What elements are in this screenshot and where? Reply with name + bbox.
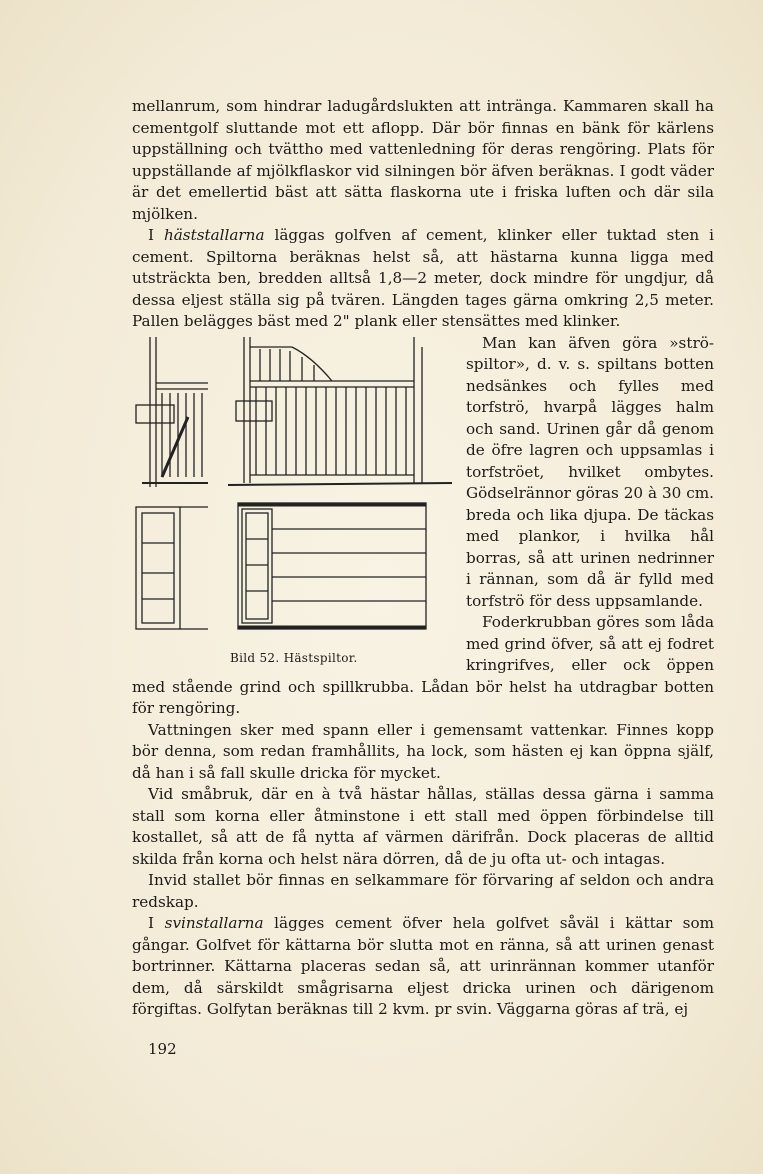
paragraph-vattningen: Vattningen sker med spann eller i gemensamt vattenkar. Finnes kopp bör denna, som redan framhållits, ha lock, som hästen ej kan öppna själf, då han i så fall skulle dricka för mycket. [132,720,714,782]
text-column [132,96,714,1021]
paragraph-stro-spiltor: Man kan äfven göra »strö-spiltor», d. v. s. spiltans botten nedsänkes och fylles med torfströ, hvarpå lägges halm och sand. Urinen går då genom de öfre lagren och uppsamlas i torfströet, hvilket ombytes. Gödselrännor göras 20 à 30 cm. breda och lika djupa. De täckas med plankor, i hvilka hål borras, så att urinen nedrinner i rännan, som då är fylld med torfströ för dess uppsamlande. [466,333,714,610]
figure-horse-stalls [132,337,458,674]
paragraph-foderkrubban: Foderkrubban göres som låda med grind öfver, så att ej fodret kringrifves, eller ock öppen med stående grind och spillkrubba. Lådan bör helst ha utdragbar botten för rengöring. [132,613,714,717]
figure-caption: Bild 52. Hästspiltor. [230,650,358,665]
italic-term: svinstallarna [164,914,264,932]
paragraph-horse-stalls: I häststallarna läggas golfven af cement, klinker eller tuktad sten i cement. Spiltorna beräknas helst så, att hästarna kunna ligga med utsträckta ben, bredden alltså 1,8—2 meter, dock mindre för ungdjur, då dessa eljest ställa sig på tvären. Längden tages gärna omkring 2,5 meter. Pallen belägges bäst med 2" plank eller stensättes med klinker. [132,226,714,330]
page-number: 192 [148,1040,177,1058]
italic-term: häststallarna [163,226,265,244]
paragraph-selkammare: Invid stallet bör finnas en selkammare för förvaring af seldon och andra redskap. [132,871,714,911]
stall-drawing [132,337,458,647]
paragraph-smabruk: Vid småbruk, där en à två hästar hållas, ställas dessa gärna i samma stall som korna eller åtminstone i ett stall med öppen förbindelse till kostallet, så att de få nytta af värmen därifrån. Dock placeras de alltid skilda från korna och helst nära dörren, då de ju ofta ut- och intagas. [132,785,714,868]
paragraph-pig-stalls: I svinstallarna lägges cement öfver hela golfvet såväl i kättar som gångar. Golfvet för kättarna bör slutta mot en ränna, så att urinen genast bortrinner. Kättarna placeras sedan så, att urinrännan kommer utanför dem, då särskildt smågrisarna eljest dricka urinen och därigenom förgiftas. Golfytan beräknas till 2 kvm. pr svin. Väggarna göras af trä, ej [132,914,714,1018]
paragraph-1: mellanrum, som hindrar ladugårdslukten att intränga. Kammaren skall ha cementgolf sluttande mot ett aflopp. Där bör finnas en bänk för kärlens uppställning och tvättho med vattenledning för deras rengöring. Plats för uppställande af mjölkflaskor vid silningen bör äfven beräknas. I godt väder är det emellertid bäst att sätta flaskorna ute i friska luften och där sila mjölken. [132,97,714,223]
